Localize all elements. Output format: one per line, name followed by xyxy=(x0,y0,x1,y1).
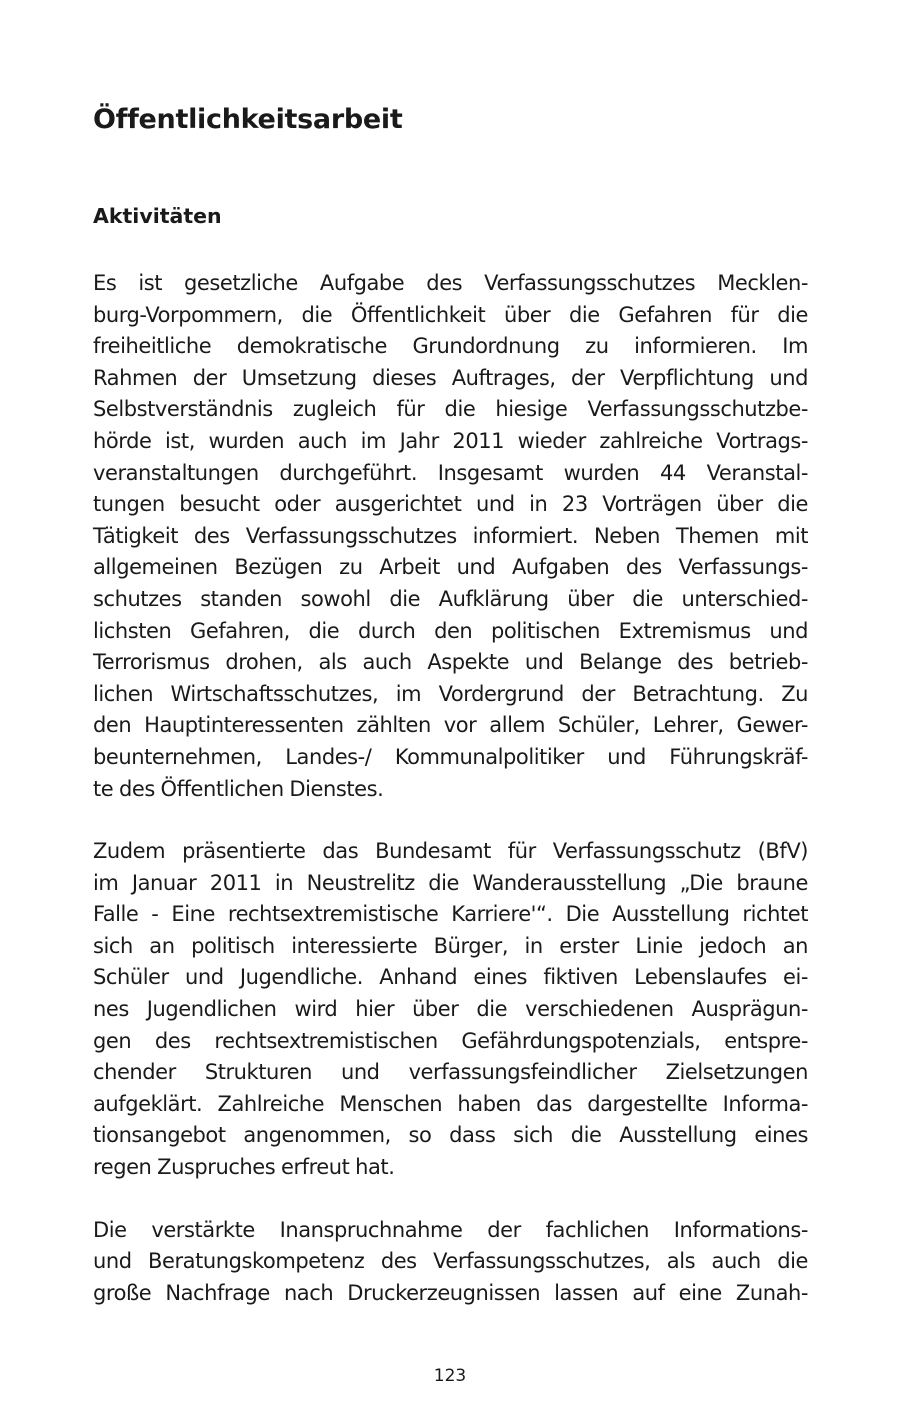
paragraph-line: Rahmen der Umsetzung dieses Auftrages, der Verpflichtung und xyxy=(93,365,808,390)
paragraph-line: Schüler und Jugendliche. Anhand eines fiktiven Lebenslaufes ei- xyxy=(93,965,808,990)
paragraph-exhibition xyxy=(93,836,808,1184)
page-content xyxy=(93,100,808,1309)
paragraph-line: und Beratungskompetenz des Verfassungsschutzes, als auch die xyxy=(93,1249,808,1274)
paragraph-line: Zudem präsentierte das Bundesamt für Verfassungsschutz (BfV) xyxy=(93,839,808,864)
paragraph-line: tionsangebot angenommen, so dass sich die Ausstellung eines xyxy=(93,1123,808,1148)
paragraph-line: regen Zuspruches erfreut hat. xyxy=(93,1155,395,1180)
paragraph-line: aufgeklärt. Zahlreiche Menschen haben das dargestellte Informa- xyxy=(93,1091,808,1116)
paragraph-line: Tätigkeit des Verfassungsschutzes informiert. Neben Themen mit xyxy=(93,523,808,548)
page-number: 123 xyxy=(433,1366,467,1386)
paragraph-line: beunternehmen, Landes-/ Kommunalpolitiker und Führungskräf- xyxy=(93,744,808,769)
paragraph-line: Terrorismus drohen, als auch Aspekte und Belange des betrieb- xyxy=(93,650,808,675)
paragraph-line: lichsten Gefahren, die durch den politischen Extremismus und xyxy=(93,618,808,643)
paragraph-line: hörde ist, wurden auch im Jahr 2011 wieder zahlreiche Vortrags- xyxy=(93,428,808,453)
paragraph-line: te des Öffentlichen Dienstes. xyxy=(93,776,384,801)
paragraph-line: im Januar 2011 in Neustrelitz die Wanderausstellung „Die braune xyxy=(93,870,808,895)
paragraph-line: lichen Wirtschaftsschutzes, im Vordergrund der Betrachtung. Zu xyxy=(93,681,808,706)
paragraph-line: burg-Vorpommern, die Öffentlichkeit über die Gefahren für die xyxy=(93,302,808,327)
paragraph-demand xyxy=(93,1215,808,1310)
paragraph-line: Falle - Eine rechtsextremistische Karriere'“. Die Ausstellung richtet xyxy=(93,902,808,927)
paragraph-line: veranstaltungen durchgeführt. Insgesamt wurden 44 Veranstal- xyxy=(93,460,808,485)
paragraph-line: schutzes standen sowohl die Aufklärung über die unterschied- xyxy=(93,586,808,611)
paragraph-line: allgemeinen Bezügen zu Arbeit und Aufgaben des Verfassungs- xyxy=(93,555,808,580)
section-title: Öffentlichkeitsarbeit xyxy=(93,104,403,135)
paragraph-activities-intro xyxy=(93,268,808,805)
paragraph-line: freiheitliche demokratische Grundordnung zu informieren. Im xyxy=(93,334,808,359)
subsection-heading: Aktivitäten xyxy=(93,204,222,228)
paragraph-line: den Hauptinteressenten zählten vor allem Schüler, Lehrer, Gewer- xyxy=(93,713,808,738)
paragraph-line: große Nachfrage nach Druckerzeugnissen lassen auf eine Zunah- xyxy=(93,1280,808,1305)
paragraph-line: Die verstärkte Inanspruchnahme der fachlichen Informations- xyxy=(93,1217,808,1242)
paragraph-line: sich an politisch interessierte Bürger, in erster Linie jedoch an xyxy=(93,933,808,958)
paragraph-line: Selbstverständnis zugleich für die hiesige Verfassungsschutzbe- xyxy=(93,397,808,422)
paragraph-line: Es ist gesetzliche Aufgabe des Verfassungsschutzes Mecklen- xyxy=(93,271,808,295)
paragraph-line: tungen besucht oder ausgerichtet und in 23 Vorträgen über die xyxy=(93,492,808,517)
paragraph-line: nes Jugendlichen wird hier über die verschiedenen Ausprägun- xyxy=(93,997,808,1022)
paragraph-line: gen des rechtsextremistischen Gefährdungspotenzials, entspre- xyxy=(93,1028,808,1053)
paragraph-line: chender Strukturen und verfassungsfeindlicher Zielsetzungen xyxy=(93,1060,808,1085)
